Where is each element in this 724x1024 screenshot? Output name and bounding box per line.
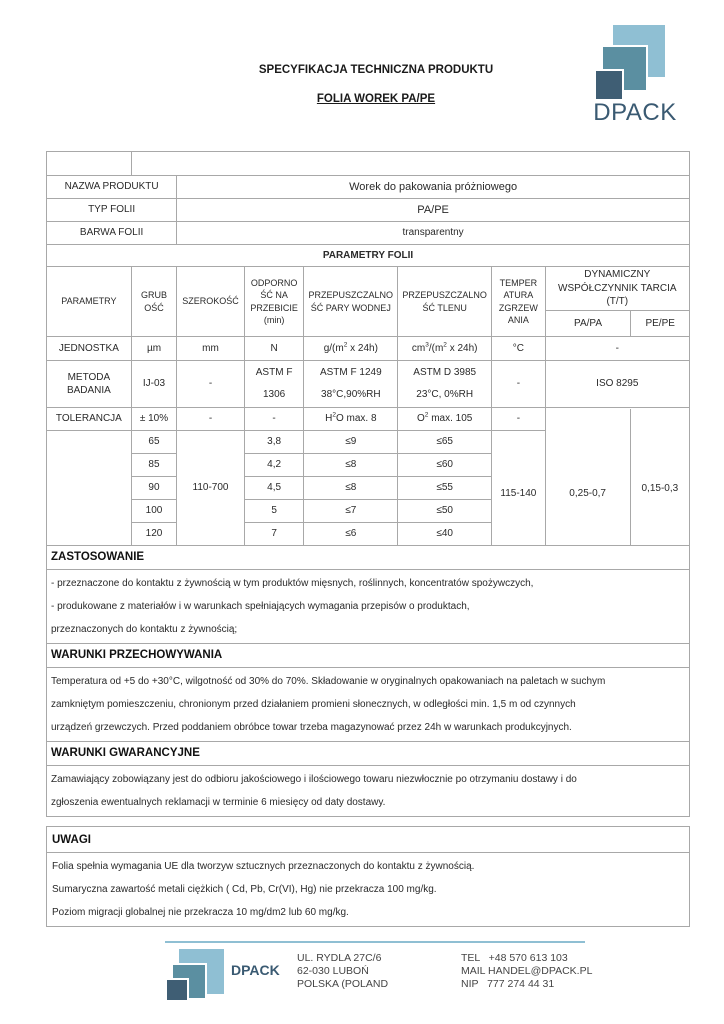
friction-subtable (546, 409, 689, 545)
warranty-body-row (47, 766, 690, 817)
header-szerokosc: SZEROKOŚĆ (177, 267, 245, 337)
storage-line: Temperatura od +5 do +30°C, wilgotność od 30% do 70%. Składowanie w oryginalnych opakowaniach na paletach w suchym (51, 676, 606, 687)
unit-szerokosc: mm (177, 337, 245, 361)
product-value: Worek do pakowania próżniowego (177, 176, 690, 199)
usage-body-row (47, 570, 690, 644)
text: /(m (428, 342, 444, 354)
method-tlen (398, 361, 492, 408)
method-temperatura: - (492, 361, 545, 408)
value-odpornosc: 7 (244, 523, 304, 546)
method-odpornosc (244, 361, 304, 408)
row-label: METODA BADANIA (47, 361, 132, 408)
notes-heading-row (47, 827, 690, 853)
contact-nip: NIP 777 274 44 31 (461, 978, 555, 990)
usage-line: - przeznaczone do kontaktu z żywnością w tym produktów mięsnych, roślinnych, koncentratów spożywczych, (51, 578, 534, 589)
text: 23°C, 0%RH (416, 389, 474, 400)
footer-divider (165, 941, 585, 943)
friction-values (545, 408, 689, 546)
value-odpornosc: 4,5 (244, 477, 304, 500)
text: ASTM D 3985 (413, 367, 477, 378)
value-pary: ≤8 (304, 454, 398, 477)
usage-line: przeznaczonych do kontaktu z żywnością; (51, 624, 238, 635)
notes-body (47, 853, 690, 927)
film-color-row (47, 222, 690, 245)
storage-heading-row (47, 644, 690, 668)
value-tlen: ≤65 (398, 431, 492, 454)
value-pary: ≤8 (304, 477, 398, 500)
empty-cell (47, 431, 132, 546)
contact-email[interactable]: MAIL HANDEL@DPACK.PL (461, 965, 593, 977)
value-grubosc: 120 (131, 523, 176, 546)
header-papa: PA/PA (545, 311, 631, 337)
notes-heading: UWAGI (47, 827, 690, 853)
unit-tlen (398, 337, 492, 361)
header-grubosc: GRUB OŚĆ (131, 267, 176, 337)
text: g/(m (323, 342, 344, 354)
warranty-heading-row (47, 742, 690, 766)
sup: 2 (443, 341, 447, 349)
tolerance-odpornosc: - (244, 408, 304, 431)
value-odpornosc: 3,8 (244, 431, 304, 454)
storage-body-row (47, 668, 690, 742)
unit-odpornosc: N (244, 337, 304, 361)
empty-row (47, 152, 690, 176)
logo-square-small (594, 69, 624, 101)
value-szerokosc: 110-700 (177, 431, 245, 546)
logo-square-small (165, 978, 189, 1002)
storage-body (47, 668, 690, 742)
method-szerokosc: - (177, 361, 245, 408)
value-grubosc: 65 (131, 431, 176, 454)
footer-contact (461, 952, 592, 991)
header-pepe: PE/PE (631, 311, 690, 337)
usage-heading-row (47, 546, 690, 570)
product-value: transparentny (177, 222, 690, 245)
method-row (47, 361, 690, 408)
logo-text: DPACK (593, 99, 677, 126)
notes-body-row (47, 853, 690, 927)
storage-line: zamkniętym pomieszczeniu, chronionym przed działaniem promieni słonecznych, w odległości min. 1,5 m od czynnych (51, 699, 576, 710)
unit-temperatura: °C (492, 337, 545, 361)
tolerance-row (47, 408, 690, 431)
usage-body (47, 570, 690, 644)
product-label: BARWA FOLII (47, 222, 177, 245)
sup: 2 (424, 411, 429, 419)
header-temperatura: TEMPER ATURA ZGRZEW ANIA (492, 267, 545, 337)
value-odpornosc: 4,2 (244, 454, 304, 477)
row-label: JEDNOSTKA (47, 337, 132, 361)
address-line: 62-030 LUBOŃ (297, 965, 369, 977)
address-line: UL. RYDLA 27C/6 (297, 952, 382, 964)
text: O max. 8 (335, 413, 377, 425)
notes-line: Folia spełnia wymagania UE dla tworzyw sztucznych przeznaczonych do kontaktu z żywnością. (52, 861, 475, 872)
address-line: POLSKA (POLAND (297, 978, 389, 990)
header-tarcie: DYNAMICZNY WSPÓŁCZYNNIK TARCIA (T/T) (545, 267, 689, 311)
storage-heading: WARUNKI PRZECHOWYWANIA (47, 644, 690, 668)
warranty-body (47, 766, 690, 817)
value-tlen: ≤50 (398, 500, 492, 523)
method-tarcie: ISO 8295 (545, 361, 689, 408)
unit-pary (304, 337, 398, 361)
footer-logo (165, 947, 225, 1002)
product-name-row (47, 176, 690, 199)
empty-cell (131, 152, 689, 176)
tolerance-szerokosc: - (177, 408, 245, 431)
value-grubosc: 100 (131, 500, 176, 523)
document-title: SPECYFIKACJA TECHNICZNA PRODUKTU (258, 64, 494, 76)
warranty-heading: WARUNKI GWARANCYJNE (47, 742, 690, 766)
warranty-line: Zamawiający zobowiązany jest do odbioru jakościowego i ilościowego towaru niezwłocznie po otrzymaniu dostawy i do (51, 774, 577, 785)
value-odpornosc: 5 (244, 500, 304, 523)
warranty-line: zgłoszenia ewentualnych reklamacji w terminie 6 miesięcy od daty dostawy. (51, 797, 386, 808)
params-heading: PARAMETRY FOLII (47, 245, 690, 267)
text: cm (411, 342, 426, 354)
storage-line: urządzeń grzewczych. Przed poddaniem obróbce towar trzeba magazynować przez 24h w warunkach produkcyjnych. (51, 722, 572, 733)
text: x 24h) (347, 342, 378, 354)
unit-tarcie: - (545, 337, 689, 361)
method-pary (304, 361, 398, 408)
unit-row (47, 337, 690, 361)
empty-cell (47, 152, 132, 176)
dpack-logo (585, 25, 685, 130)
text: x 24h) (446, 342, 478, 354)
params-header-row (47, 267, 690, 311)
row-label: TOLERANCJA (47, 408, 132, 431)
notes-line: Sumaryczna zawartość metali ciężkich ( Cd, Pb, Cr(VI), Hg) nie przekracza 100 mg/kg. (52, 884, 437, 895)
value-tlen: ≤55 (398, 477, 492, 500)
value-pepe: 0,15-0,3 (641, 483, 679, 495)
method-grubosc: IJ-03 (131, 361, 176, 408)
product-label: NAZWA PRODUKTU (47, 176, 177, 199)
text: H (325, 413, 333, 425)
tolerance-grubosc: ± 10% (131, 408, 176, 431)
unit-grubosc: µm (131, 337, 176, 361)
contact-phone: TEL +48 570 613 103 (461, 952, 568, 964)
value-papa: 0,25-0,7 (546, 409, 631, 545)
value-grubosc: 85 (131, 454, 176, 477)
tolerance-tlen (398, 408, 492, 431)
usage-line: - produkowane z materiałów i w warunkach spełniających wymagania przepisów o produktach, (51, 601, 470, 612)
sup: 3 (425, 341, 429, 349)
header-pary: PRZEPUSZCZALNO ŚĆ PARY WODNEJ (304, 267, 398, 337)
text: ASTM F (255, 367, 293, 378)
text: 1306 (262, 389, 286, 400)
value-pary: ≤6 (304, 523, 398, 546)
tolerance-temperatura: - (492, 408, 545, 431)
header-odpornosc: ODPORNO ŚĆ NA PRZEBICIE (min) (244, 267, 304, 337)
spec-table (46, 151, 690, 817)
text: ASTM F 1249 (319, 367, 382, 378)
notes-line: Poziom migracji globalnej nie przekracza 10 mg/dm2 lub 60 mg/kg. (52, 907, 349, 918)
value-tlen: ≤40 (398, 523, 492, 546)
params-heading-row (47, 245, 690, 267)
tolerance-pary (304, 408, 398, 431)
footer-brand: DPACK (231, 962, 280, 978)
product-value: PA/PE (177, 199, 690, 222)
product-label: TYP FOLII (47, 199, 177, 222)
text: max. 105 (428, 413, 473, 425)
sup: 2 (343, 341, 348, 349)
value-pary: ≤7 (304, 500, 398, 523)
header-tlen: PRZEPUSZCZALNO ŚĆ TLENU (398, 267, 492, 337)
header-parametry: PARAMETRY (47, 267, 132, 337)
text: 38°C,90%RH (321, 389, 381, 400)
value-tlen: ≤60 (398, 454, 492, 477)
notes-table (46, 826, 690, 927)
usage-heading: ZASTOSOWANIE (47, 546, 690, 570)
film-type-row (47, 199, 690, 222)
value-temperatura: 115-140 (492, 431, 545, 546)
value-pary: ≤9 (304, 431, 398, 454)
value-grubosc: 90 (131, 477, 176, 500)
footer-address (297, 952, 388, 991)
document-subtitle: FOLIA WOREK PA/PE (316, 93, 436, 105)
text: O (417, 413, 425, 425)
sup: 2 (332, 411, 336, 419)
